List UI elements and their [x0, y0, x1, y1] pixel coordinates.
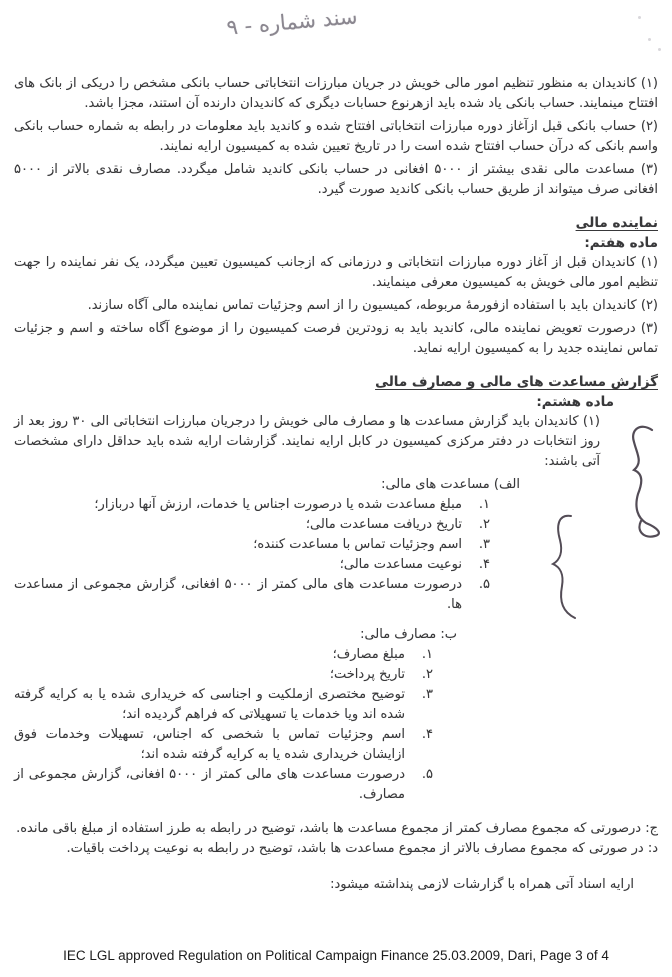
- list-item-text: نوعیت مساعدت مالی؛: [339, 557, 462, 572]
- page-footer-reference: IEC LGL approved Regulation on Political Campaign Finance 25.03.2009, Dari, Page 3 of 4: [63, 948, 609, 963]
- list-item-number: ۱.: [478, 497, 490, 512]
- clause-jim: ج: درصورتی که مجموع مصارف کمتر از مجموع مساعدت ها باشد، توضیح در رابطه به طرز استفاده از مبلغ باقی مانده.: [16, 821, 658, 836]
- list-item-text: اسم وجزئیات تماس با شخصی که اجناس، تسهیلات وخدمات فوق ازایشان خریداری شده یا به کرایه گرفته شده اند؛: [14, 727, 405, 762]
- list-item: [14, 725, 433, 765]
- list-item-text: تاریخ پرداخت؛: [329, 667, 405, 682]
- article-seven-label: ماده هفتم:: [584, 235, 658, 251]
- paragraph-bank-account-3: (۳) مساعدت مالی نقدی بیشتر از ۵۰۰۰ افغانی در حساب بانکی کاندید شامل میگردد. مصارف نقدی بالاتر از ۵۰۰۰ افغانی صرف میتواند از طریق حساب بانکی کاندید صورت گیرد.: [14, 162, 658, 197]
- article-eight-label: ماده هشتم:: [536, 394, 614, 410]
- article-seven-paragraph-2: (۲) کاندیدان باید با استفاده ازفورمهٔ مربوطه، کمیسیون را از اسم وجزئیات تماس نماینده مالی آگاه سازند.: [87, 298, 658, 313]
- ink-speck: [638, 16, 641, 19]
- clause-dal: د: در صورتی که مجموع مصارف بالاتر از مجموع مساعدت ها باشد، توضیح در رابطه به نوعیت پرداخت باقیات.: [66, 841, 658, 856]
- section-heading-finance-report: گزارش مساعدت های مالی و مصارف مالی: [375, 374, 658, 390]
- list-item-number: ۵.: [421, 767, 433, 782]
- list-item: [14, 535, 490, 555]
- list-item: [14, 555, 490, 575]
- list-item-text: اسم وجزئیات تماس با مساعدت کننده؛: [253, 537, 462, 552]
- list-item: [14, 515, 490, 535]
- list-item: [14, 645, 433, 665]
- list-item: [14, 765, 433, 805]
- paragraph-bank-account-2: (۲) حساب بانکی قبل ازآغاز دوره مبارزات انتخاباتی افتتاح شده و کاندید باید معلومات در رابطه به شماره حساب بانکی واسم بانکی که درآن حساب افتتاح شده است را در تاریخ تعیین شده به کمیسیون ارایه نمایند.: [14, 119, 658, 154]
- list-item-number: ۱.: [421, 647, 433, 662]
- section-heading-financial-agent: نماینده مالی: [575, 215, 658, 231]
- list-a-label: الف) مساعدت های مالی:: [381, 477, 520, 492]
- article-eight-paragraph-1: (۱) کاندیدان باید گزارش مساعدت ها و مصارف مالی خویش را درجریان مبارزات انتخاباتی الی ۳۰ روز بعد از روز انتخابات در دفتر مرکزی کمیسیون در کابل ارایه نمایند. گزارشات ارایه شده باید حداقل دارای مشخصات آتی باشند:: [14, 414, 600, 469]
- list-item-number: ۲.: [421, 667, 433, 682]
- list-item-text: مبلغ مصارف؛: [332, 647, 405, 662]
- list-item-number: ۲.: [478, 517, 490, 532]
- list-item: [14, 495, 490, 515]
- list-item-number: ۳.: [478, 537, 490, 552]
- article-seven-paragraph-3: (۳) درصورت تعویض نماینده مالی، کاندید باید به زودترین فرصت کمیسیون را از موضوع آگاه ساخته و اسم و جزئیات تماس نماینده جدید را به کمیسیون ارایه نماید.: [14, 321, 658, 356]
- list-item-text: درصورت مساعدت های مالی کمتر از ۵۰۰۰ افغانی، گزارش مجموعی از مساعدت ها.: [14, 577, 462, 612]
- ink-speck: [648, 38, 651, 41]
- expenses-list: [14, 645, 658, 805]
- list-item: [14, 575, 490, 615]
- list-item: [14, 685, 433, 725]
- list-item-text: درصورت مساعدت های مالی کمتر از ۵۰۰۰ افغانی، گزارش مجموعی از مصارف.: [14, 767, 406, 802]
- article-seven-paragraph-1: (۱) کاندیدان قبل از آغاز دوره مبارزات انتخاباتی و درزمانی که ازجانب کمیسیون تعیین میگردد، یک نفر نماینده را جهت تنظیم امور مالی خویش به کمیسیون معرفی مینمایند.: [14, 255, 658, 290]
- paragraph-bank-account-1: (۱) کاندیدان به منظور تنظیم امور مالی خویش در جریان مبارزات انتخاباتی حساب بانکی مشخص را دریکی از بانک های افتتاح مینمایند. حساب بانکی یاد شده باید ازهرنوع حسابات دیگری که کاندیدان دارنده آن استند، مجزا باشد.: [14, 76, 658, 111]
- list-item-text: تاریخ دریافت مساعدت مالی؛: [305, 517, 462, 532]
- list-item: [14, 665, 433, 685]
- list-b-label: ب: مصارف مالی:: [360, 627, 457, 642]
- document-body: [14, 74, 658, 895]
- list-item-text: توضیح مختصری ازملکیت و اجناسی که خریداری شده یا به کرایه گرفته شده اند ویا خدمات یا تسهیلاتی که فراهم گردیده اند؛: [14, 687, 405, 722]
- list-item-number: ۳.: [421, 687, 433, 702]
- handwritten-document-number-note: سند شماره - ۹: [225, 4, 359, 40]
- list-item-number: ۵.: [478, 577, 490, 592]
- handwritten-brace-mark: [546, 512, 580, 620]
- list-item-number: ۴.: [478, 557, 490, 572]
- closing-line: ارایه اسناد آتی همراه با گزارشات لازمی پنداشته میشود:: [330, 877, 634, 892]
- ink-speck: [658, 48, 661, 51]
- list-item-text: مبلغ مساعدت شده یا درصورت اجناس یا خدمات، ارزش آنها دربازار؛: [94, 497, 462, 512]
- list-item-number: ۴.: [421, 727, 433, 742]
- handwritten-brace-mark: [616, 424, 668, 539]
